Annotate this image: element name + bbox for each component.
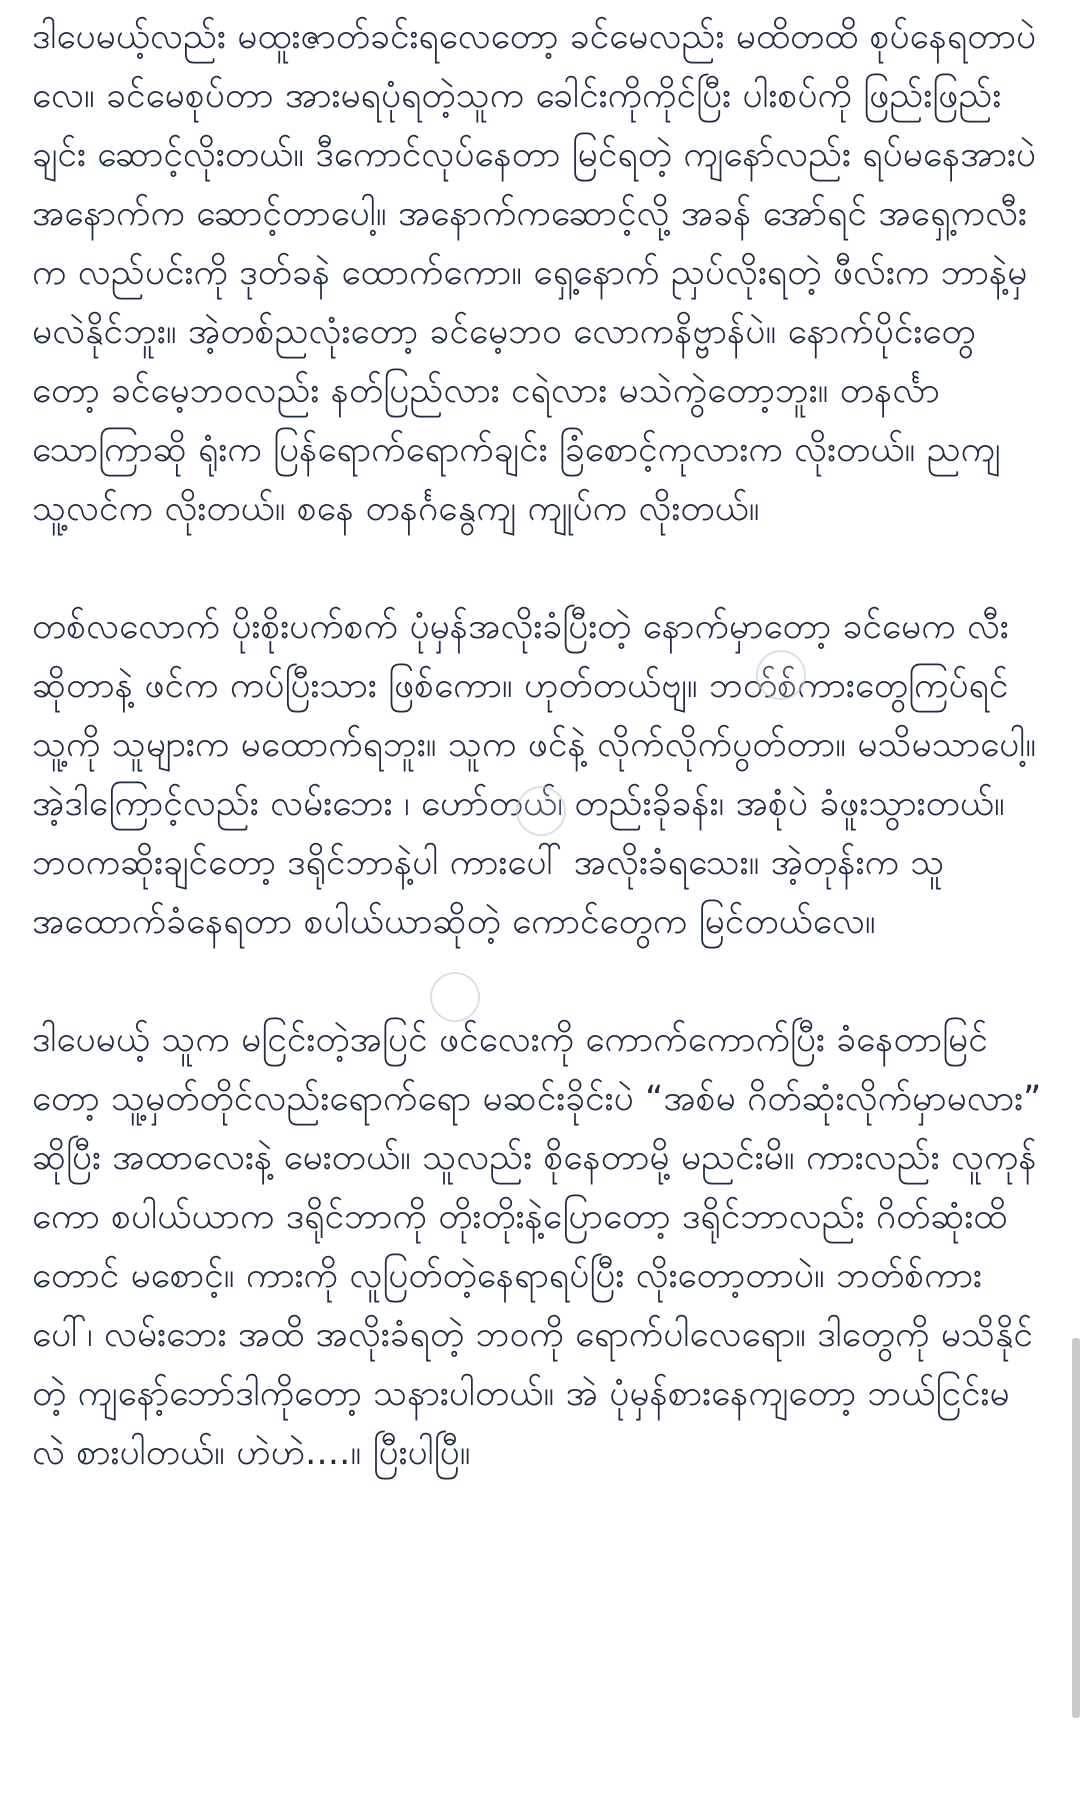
- paragraph-3: ဒါပေမယ့် သူက မငြင်းတဲ့အပြင် ဖင်လေးကို ကောက်ကောက်ပြီး ခံနေတာမြင်တော့ သူ့မှတ်တိုင်လည်းရောက်ရော မဆင်းခိုင်းပဲ “အစ်မ ဂိတ်ဆုံးလိုက်မှာမလား” ဆိုပြီး အထာလေးနဲ့ မေးတယ်။ သူလည်း စိုနေတာမို့ မညင်းမိ။ ကားလည်း လူကုန်ကော စပါယ်ယာက ဒရိုင်ဘာကို တိုးတိုးနဲ့ပြောတော့ ဒရိုင်ဘာလည်း ဂိတ်ဆုံးထိတောင် မစောင့်။ ကားကို လူပြတ်တဲ့နေရာရပ်ပြီး လိုးတော့တာပဲ။ ဘတ်စ်ကားပေါ်၊ လမ်းဘေး အထိ အလိုးခံရတဲ့ ဘဝကို ရောက်ပါလေရော။ ဒါတွေကို မသိနိုင်တဲ့ ကျနော့်ဘော်ဒါကိုတော့ သနားပါတယ်။ အဲ ပုံမှန်စားနေကျတော့ ဘယ်ငြင်းမလဲ စားပါတယ်။ ဟဲဟဲ....။ ပြီးပါပြီ။: [32, 1020, 1042, 1473]
- scrollbar-thumb[interactable]: [1072, 1338, 1080, 1718]
- touch-indicator: [516, 786, 566, 836]
- scrollbar[interactable]: [1072, 0, 1080, 1815]
- touch-indicator: [756, 650, 806, 700]
- paragraph-1: ဒါပေမယ့်လည်း မထူးဇာတ်ခင်းရလေတော့ ခင်မေလည်း မထိတထိ စုပ်နေရတာပဲလေ။ ခင်မေစုပ်တာ အားမရပုံရတဲ့သူက ခေါင်းကိုကိုင်ပြီး ပါးစပ်ကို ဖြည်းဖြည်းချင်း ဆောင့်လိုးတယ်။ ဒီကောင်လုပ်နေတာ မြင်ရတဲ့ ကျနော်လည်း ရပ်မနေအားပဲ အနောက်က ဆောင့်တာပေါ့။ အနောက်ကဆောင့်လို့ အခန် အော်ရင် အရှေ့ကလီးက လည်ပင်းကို ဒုတ်ခနဲ ထောက်ကော။ ရှေ့နောက် ညှပ်လိုးရတဲ့ ဖီလ်းက ဘာနဲ့မှ မလဲနိုင်ဘူး။ အဲ့တစ်ညလုံးတော့ ခင်မေ့ဘဝ လောကနိဗ္ဗာန်ပဲ။ နောက်ပိုင်းတွေတော့ ခင်မေ့ဘဝလည်း နတ်ပြည်လား ငရဲလား မသဲကွဲတော့ဘူး။ တနင်္လာ သောကြာဆို ရုံးက ပြန်ရောက်ရောက်ချင်း ခြံစောင့်ကုလားက လိုးတယ်။ ညကျ သူ့လင်က လိုးတယ်။ စနေ တနင်္ဂနွေကျ ကျုပ်က လိုးတယ်။: [32, 17, 1037, 529]
- article-body: [32, 8, 1042, 1542]
- touch-indicator: [430, 972, 480, 1022]
- paragraph-2: တစ်လလောက် ပိုးစိုးပက်စက် ပုံမှန်အလိုးခံပြီးတဲ့ နောက်မှာတော့ ခင်မေက လီးဆိုတာနဲ့ ဖင်က ကပ်ပြီးသား ဖြစ်ကော။ ဟုတ်တယ်ဗျ။ ဘတ်စ်ကားတွေကြပ်ရင် သူ့ကို သူများက မထောက်ရဘူး။ သူက ဖင်နဲ့ လိုက်လိုက်ပွတ်တာ။ မသိမသာပေါ့။ အဲ့ဒါကြောင့်လည်း လမ်းဘေး ၊ ဟော်တယ်၊ တည်းခိုခန်း၊ အစုံပဲ ခံဖူးသွားတယ်။ ဘဝကဆိုးချင်တော့ ဒရိုင်ဘာနဲ့ပါ ကားပေါ် အလိုးခံရသေး။ အဲ့တုန်းက သူအထောက်ခံနေရတာ စပါယ်ယာဆိုတဲ့ ကောင်တွေက မြင်တယ်လေ။: [32, 607, 1037, 942]
